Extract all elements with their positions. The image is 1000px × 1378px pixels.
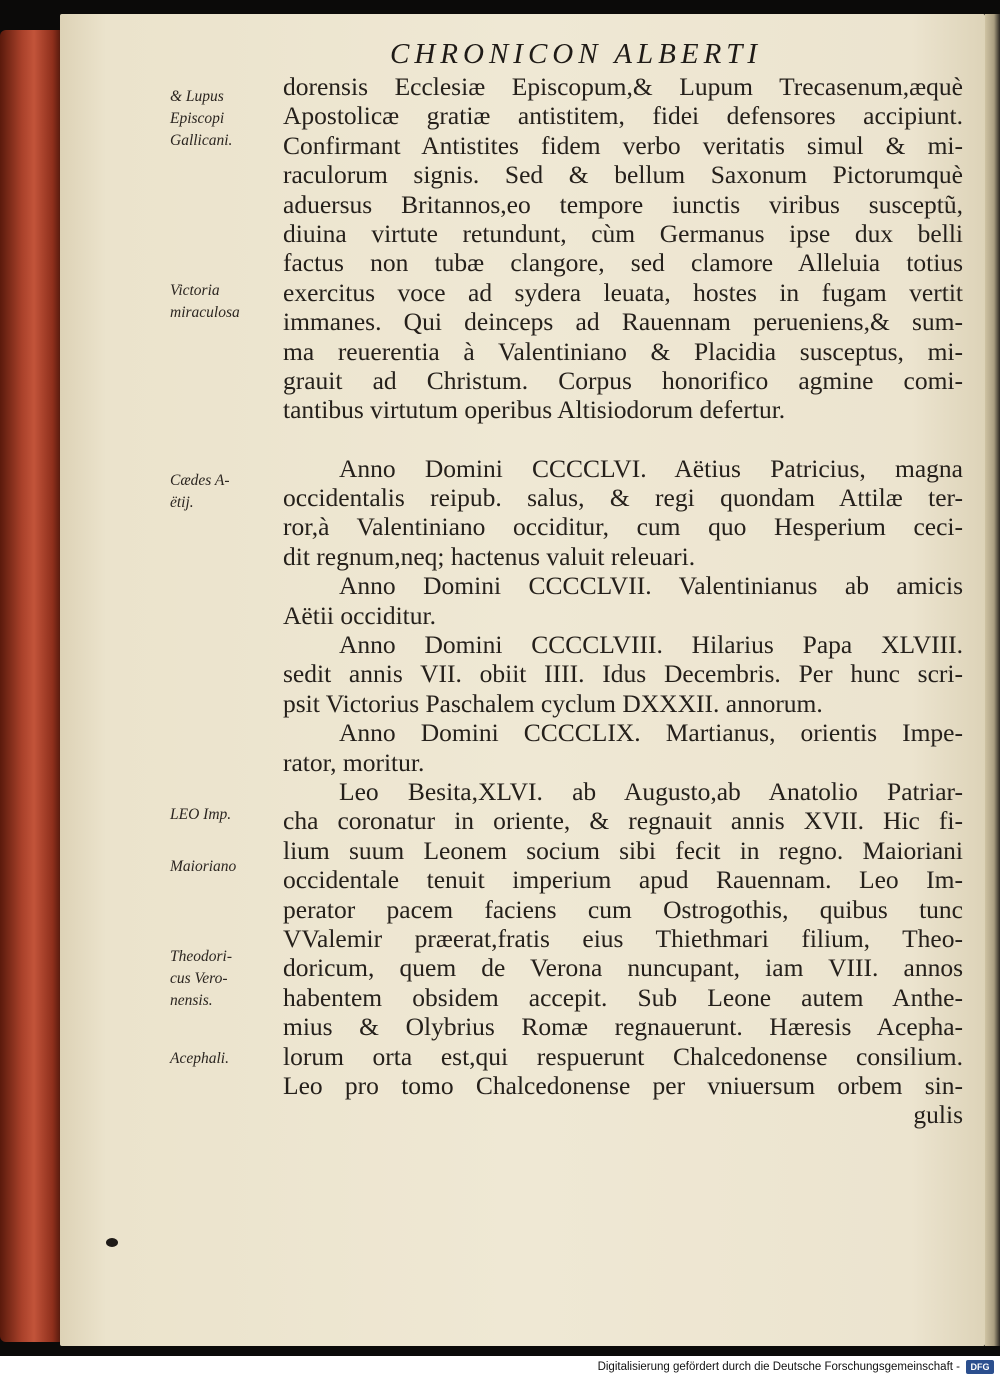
text-line: aduersus Britannos,eo tempore iunctis viribus susceptũ, — [283, 189, 963, 219]
text-line: doricum, quem de Verona nuncupant, iam VIII. annos — [283, 953, 963, 983]
margin-note-acephali — [170, 1048, 282, 1070]
margin-note-line: Theodori- — [170, 948, 232, 965]
margin-note-caedes — [170, 470, 282, 514]
text-line: grauit ad Christum. Corpus honorifico agmine comi- — [283, 365, 963, 395]
text-line: Aëtii occiditur. — [283, 600, 436, 630]
text-line: Anno Domini CCCCLIX. Martianus, orientis Impe- — [339, 718, 963, 748]
margin-note-line: LEO Imp. — [170, 806, 232, 823]
text-line: Anno Domini CCCCLVI. Aëtius Patricius, magna — [339, 453, 963, 483]
text-line: immanes. Qui deinceps ad Rauennam perueniens,& sum- — [283, 307, 963, 337]
catchword: gulis — [913, 1100, 963, 1130]
margin-note-leo — [170, 804, 282, 826]
footer-credit: Digitalisierung gefördert durch die Deutsche Forschungsgemeinschaft - — [597, 1361, 960, 1373]
text-line: ror,à Valentiniano occiditur, cum quo Hesperium ceci- — [283, 512, 963, 542]
margin-note-line: Episcopi — [170, 110, 225, 127]
text-line: exercitus voce ad sydera leuata, hostes in fugam vertit — [283, 277, 963, 307]
margin-note-maioriano — [170, 856, 282, 878]
margin-note-line: nensis. — [170, 992, 213, 1009]
text-line: sedit annis VII. obiit IIII. Idus Decembris. Per hunc scri- — [283, 659, 963, 689]
text-line: Apostolicæ gratiæ antistitem, fidei defensores accipiunt. — [283, 101, 963, 131]
text-line: Anno Domini CCCCLVIII. Hilarius Papa XLVIII. — [339, 630, 963, 660]
page-right-edge — [985, 14, 1000, 1346]
text-line: lium suum Leonem socium sibi fecit in regno. Maioriani — [283, 835, 963, 865]
margin-note-line: & Lupus — [170, 88, 224, 105]
margin-note-theodoricus — [170, 946, 282, 1012]
text-line: raculorum signis. Sed & bellum Saxonum Pictorumquè — [283, 160, 963, 190]
text-line: Confirmant Antistites fidem verbo veritatis simul & mi- — [283, 130, 963, 160]
dfg-logo-icon: DFG — [966, 1360, 994, 1374]
text-line: VValemir præerat,fratis eius Thiethmari filium, Theo- — [283, 923, 963, 953]
running-head: CHRONICON ALBERTI — [390, 38, 763, 70]
text-line: dit regnum,neq; hactenus valuit releuari. — [283, 541, 696, 571]
text-line: dorensis Ecclesiæ Episcopum,& Lupum Trecasenum,æquè — [283, 72, 963, 101]
text-line: diuina virtute retundunt, cùm Germanus ipse dux belli — [283, 218, 963, 248]
text-line: occidentalis reipub. salus, & regi quondam Attilæ ter- — [283, 483, 963, 513]
margin-note-victoria — [170, 280, 282, 324]
footer-bar — [0, 1356, 1000, 1378]
text-line: lorum orta est,qui respuerunt Chalcedonense consilium. — [283, 1041, 963, 1071]
text-line: psit Victorius Paschalem cyclum DXXXII. annorum. — [283, 688, 823, 718]
text-line: mius & Olybrius Romæ regnauerunt. Hæresis Acepha- — [283, 1012, 963, 1042]
margin-note-lupus — [170, 86, 282, 152]
text-line: rator, moritur. — [283, 747, 425, 777]
text-line: ma reuerentia à Valentiniano & Placidia susceptus, mi- — [283, 336, 963, 366]
margin-note-line: ëtij. — [170, 494, 194, 511]
margin-note-line: miraculosa — [170, 304, 240, 321]
margin-note-line: cus Vero- — [170, 970, 228, 987]
text-line: tantibus virtutum operibus Altisiodorum defertur. — [283, 395, 786, 425]
margin-note-line: Acephali. — [170, 1050, 229, 1067]
ink-spot — [106, 1238, 118, 1247]
text-line: Leo pro tomo Chalcedonense per vniuersum orbem sin- — [283, 1070, 963, 1100]
text-line: perator pacem faciens cum Ostrogothis, quibus tunc — [283, 894, 963, 924]
margin-note-line: Maioriano — [170, 858, 237, 875]
text-line: factus non tubæ clangore, sed clamore Alleluia totius — [283, 248, 963, 278]
text-line: Anno Domini CCCCLVII. Valentinianus ab amicis — [339, 571, 963, 601]
text-line: occidentale tenuit imperium apud Rauennam. Leo Im- — [283, 865, 963, 895]
body-text — [283, 72, 963, 1130]
margin-note-line: Victoria — [170, 282, 220, 299]
text-line: habentem obsidem accepit. Sub Leone autem Anthe- — [283, 982, 963, 1012]
book-edge — [0, 30, 62, 1342]
text-line: cha coronatur in oriente, & regnauit annis XVII. Hic fi- — [283, 806, 963, 836]
text-line: Leo Besita,XLVI. ab Augusto,ab Anatolio Patriar- — [339, 776, 963, 806]
margin-note-line: Gallicani. — [170, 132, 233, 149]
margin-note-line: Cædes A- — [170, 472, 230, 489]
